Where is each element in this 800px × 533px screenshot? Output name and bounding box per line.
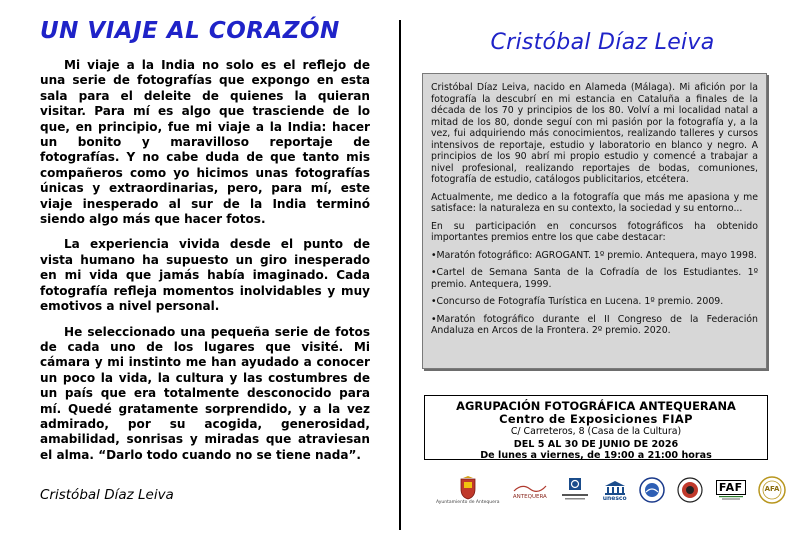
ayuntamiento-logo	[436, 476, 499, 505]
left-text	[40, 58, 370, 463]
award-item: •Concurso de Fotografía Turística en Lucena. 1º premio. 2009.	[431, 296, 724, 307]
ayuntamiento-caption: Ayuntamiento de Antequera	[436, 499, 500, 505]
award-item: •Maratón fotográfico: AGROGANT. 1º premio. Antequera, mayo 1998.	[431, 249, 757, 261]
exhibition-organizer: AGRUPACIÓN FOTOGRÁFICA ANTEQUERANA	[456, 399, 736, 413]
left-column	[40, 18, 370, 473]
exhibition-hours: De lunes a viernes, de 19:00 a 21:00 horas	[480, 450, 712, 461]
left-paragraph: La experiencia vivida desde el punto de vista humano ha supuesto un giro inesperado en mi vida que jamás había imaginado. Cada fotografía refleja momentos inolvidables y muy emotivos a nivel personal.	[40, 237, 370, 314]
afa-seal	[758, 476, 786, 504]
unesco-caption: unesco	[602, 494, 627, 502]
faf-logo	[716, 480, 746, 501]
exhibition-address: C/ Carreteros, 8 (Casa de la Cultura)	[510, 426, 682, 437]
seal-icon	[639, 477, 665, 503]
bio-paragraph: En su participación en concursos fotográficos ha obtenido importantes premios entre los que cabe destacar:	[431, 220, 758, 243]
left-paragraph: He seleccionado una pequeña serie de fotos de cada uno de los lugares que visité. Mi cámara y mi instinto me han ayudado a conocer un poco la vida, la cultura y las costumbres de un país que era totalmente desconocido para mí. Quedé gratamente sorprendido, y a la vez admirado, por su acogida, generosidad, amabilidad, sonrisas y miradas que atraviesan el alma. “Darlo todo cuando no se tiene nada”.	[40, 324, 370, 462]
exhibition-center: Centro de Exposiciones FIAP	[499, 412, 693, 426]
afa-label: AFA	[764, 485, 780, 493]
quality-badge-icon	[560, 477, 590, 503]
bio-paragraph: Actualmente, me dedico a la fotografía que más me apasiona y me satisface: la naturaleza en su contexto, la sociedad y su entorno...	[431, 191, 758, 214]
camera-club-logo	[677, 477, 703, 503]
left-title: UN VIAJE AL CORAZÓN	[40, 18, 340, 44]
faf-mark: FAF	[716, 480, 746, 495]
round-seal-logo	[639, 477, 665, 503]
left-paragraph: Mi viaje a la India no solo es el reflejo de una serie de fotografías que expongo en esta sala para el deleite de quienes la quieran visitar. Para mí es algo que trasciende de lo que, en principio, fue mi viaje a la India: hacer un bonito y maravilloso reportaje de fotografías. Y no cabe duda de que tanto mis compañeros como yo hicimos unas fotografías únicas y extraordinarias, pero, para mí, este viaje inesperado al sur de la India terminó siendo algo más que hacer fotos.	[40, 58, 370, 227]
signature: Cristóbal Díaz Leiva	[40, 487, 174, 503]
coat-of-arms-icon	[459, 476, 477, 500]
award-item: •Cartel de Semana Santa de la Cofradía de los Estudiantes. 1º premio. Antequera, 1999.	[431, 267, 758, 290]
antequera-caption: ANTEQUERA	[512, 493, 547, 500]
faf-underline-icon	[718, 495, 744, 501]
award-item: •Maratón fotográfico durante el II Congreso de la Federación Andaluza en Arcos de la Frontera. 2º premio. 2020.	[431, 313, 758, 336]
bio-paragraph: Cristóbal Díaz Leiva, nacido en Alameda (Málaga). Mi afición por la fotografía la descubrí en mi estancia en Cataluña a finales de la década de los 70 y principios de los 80. Volví a mi localidad natal a mitad de los 80, donde seguí con mi pasión por la fotografía y, a la vez, fui adquiriendo más conocimientos, realizando talleres y cursos intensivos de reportaje, estudio y laboratorio en blanco y negro. A principios de los 90 abrí mi propio estudio y comencé a trabajar a nivel profesional, realizando reportajes de bodas, comuniones, fotografía de estudio, catálogos publicitarios, etcétera.	[431, 82, 758, 185]
temple-icon	[603, 480, 627, 496]
unesco-logo	[603, 480, 627, 501]
sponsor-logos	[436, 472, 786, 508]
author-title: Cristóbal Díaz Leiva	[490, 30, 715, 55]
antequera-wave-icon	[512, 481, 548, 495]
afa-logo	[758, 476, 786, 504]
bio-box	[422, 73, 767, 369]
exhibition-box	[424, 395, 768, 460]
quality-logo	[560, 477, 590, 503]
exhibition-dates: DEL 5 AL 30 DE JUNIO DE 2026	[513, 439, 679, 450]
column-divider	[399, 20, 401, 530]
antequera-logo	[512, 481, 548, 500]
camera-lens-icon	[677, 477, 703, 503]
